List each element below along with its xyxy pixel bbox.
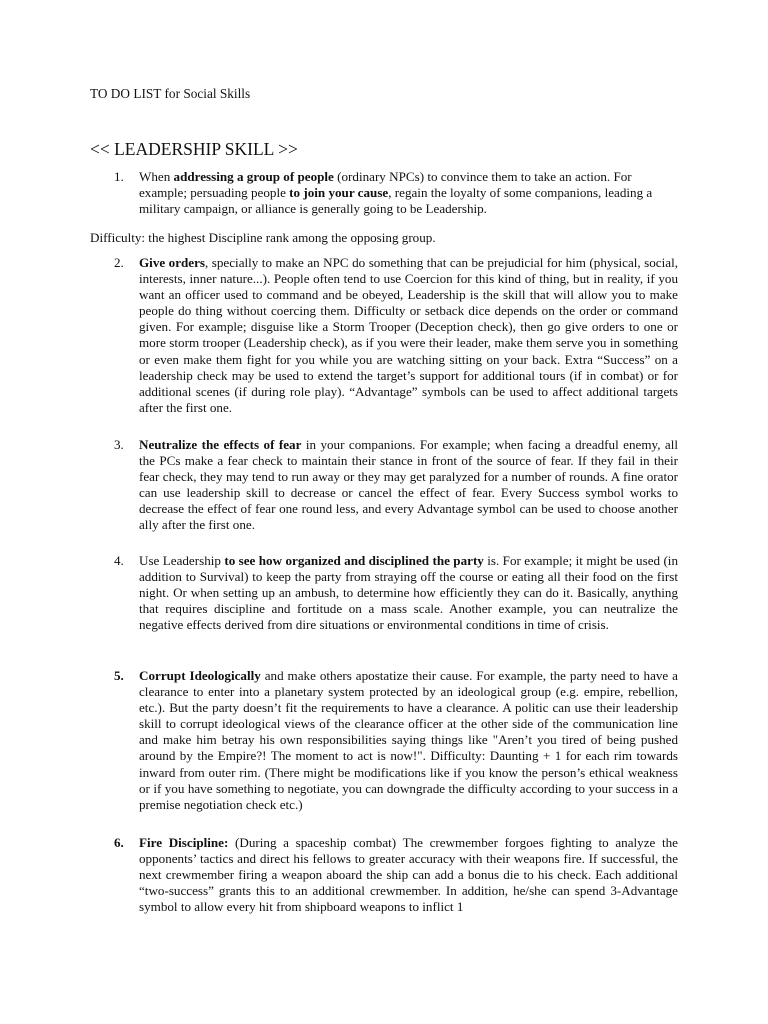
bold-phrase: to see how organized and disciplined the party	[224, 553, 484, 568]
list-item	[114, 553, 678, 633]
list-item-text: Fire Discipline: (During a spaceship combat) The crewmember forgoes fighting to analyze the opponents’ tactics and direct his fellows to greater accuracy with their weapons fire. If successful, the next crewmember firing a weapon aboard the ship can add a bonus die to his check. Each additional “two-success” grants this to an additional crewmember. In addition, he/she can spend 3-Advantage symbol to allow every hit from shipboard weapons to inflict 1	[139, 835, 678, 915]
list-item-text: When addressing a group of people (ordinary NPCs) to convince them to take an action. For example; persuading people to join your cause, regain the loyalty of some companions, leading a military campaign, or alliance is generally going to be Leadership.	[139, 169, 653, 217]
list-item-text: Neutralize the effects of fear in your companions. For example; when facing a dreadful enemy, all the PCs make a fear check to maintain their stance in front of the source of fear. If they fail in their fear check, they may tend to run away or they may get paralyzed for a number of rounds. A fine orator can use leadership skill to decrease or cancel the effect of fear. Every Success symbol works to decrease the effect of fear one round less, and every Advantage symbol can be used to choose another ally after the first one.	[139, 437, 679, 533]
bold-phrase: Neutralize the effects of fear	[139, 437, 302, 452]
list-item-number: 1.	[114, 169, 124, 184]
list-item	[114, 668, 678, 813]
list-item-text: Use Leadership to see how organized and disciplined the party is. For example; it might be used (in addition to Survival) to keep the party from straying off the course or eating all their food on the first night. Or when setting up an ambush, to determine how efficiently they can do it. Basically, anything that requires discipline and fortitude on a mass scale. Another example, you can neutralize the negative effects derived from dire situations or environmental conditions in time of crisis.	[139, 553, 678, 633]
bold-phrase: to join your cause	[289, 185, 389, 201]
list-item-number: 5.	[114, 668, 124, 683]
list-item-number: 2.	[114, 255, 124, 270]
list-item	[114, 437, 678, 534]
list-item-number: 4.	[114, 553, 124, 568]
section-heading: << LEADERSHIP SKILL >>	[90, 139, 298, 159]
bold-phrase: Give orders	[139, 255, 206, 270]
list-item-text: Give orders, specially to make an NPC do something that can be prejudicial for him (physical, social, interests, inner nature...). People often tend to use Coercion for this kind of thing, but in reality, if you want an officer used to command and be obeyed, Leadership is the skill that will allow you to make people do thing without coercing them. Difficulty or setback dice depends on the order or command given. For example; disguise like a Storm Trooper (Deception check), then go give orders to one or more storm trooper (Leadership check), as if you were their leader, make them serve you in something or even make them fight for you while you are watching sitting on your back. Extra “Success” on a leadership check may be used to extend the target’s support for additional tours (if in combat) or for additional scenes (if during role play). “Advantage” symbols can be used to affect additional targets after the first one.	[139, 255, 678, 415]
list-item-number: 6.	[114, 835, 124, 850]
document-title: TO DO LIST for Social Skills	[90, 86, 251, 101]
difficulty-line: Difficulty: the highest Discipline rank among the opposing group.	[90, 230, 436, 245]
list-item	[114, 835, 678, 915]
list-item-number: 3.	[114, 437, 124, 452]
bold-phrase: Fire Discipline:	[139, 835, 229, 850]
bold-phrase: Corrupt Ideologically	[139, 668, 261, 683]
list-item	[114, 255, 678, 416]
list-item	[114, 169, 678, 217]
bold-phrase: addressing a group of people	[173, 169, 334, 184]
list-item-text: Corrupt Ideologically and make others apostatize their cause. For example, the party need to have a clearance to enter into a planetary system protected by an ideological group (e.g. empire, rebellion, etc.). But the party doesn’t fit the requirements to have a clearance. A politic can use their leadership skill to corrupt ideological views of the clearance officer at the other side of the communication line and make him betray his own responsibilities saying things like "Aren’t you tired of being pushed around by the Empire?! The moment to act is now!". Difficulty: Daunting + 1 for each rim towards inward from outer rim. (There might be modifications like if you know the person’s ethical weakness or if you have something to negotiate, you can downgrade the difficulty according to your success in a premise negotiation check etc.)	[139, 668, 678, 812]
